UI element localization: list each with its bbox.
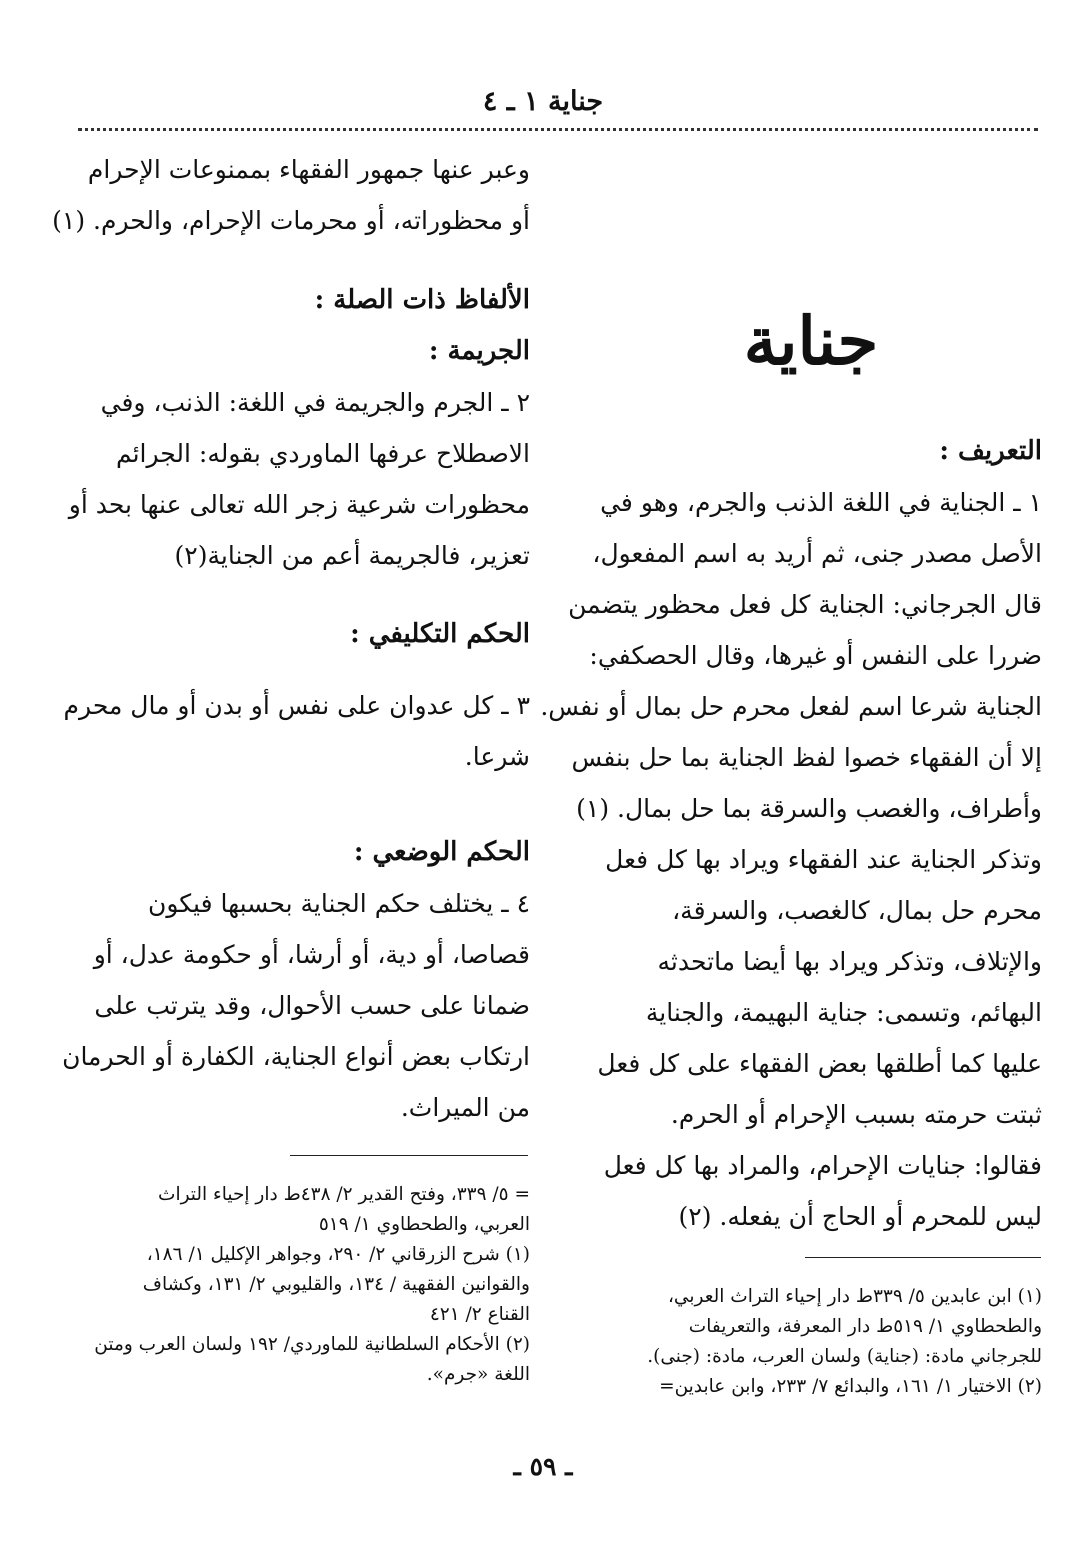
body-line: وأطراف، والغصب والسرقة بما حل بمال. (١) [576,794,1042,823]
taklifi-section [76,609,530,660]
right-footnotes [580,1282,1042,1402]
footnote-separator [290,1155,528,1156]
body-line: الجناية شرعا اسم لفعل محرم حل بمال أو نفس. [540,692,1042,721]
page-number: ـ ٥٩ ـ [513,1452,573,1481]
body-line: الأصل مصدر جنى، ثم أريد به اسم المفعول، [592,539,1042,568]
body-line: قال الجرجاني: الجناية كل فعل محظور يتضمن [568,590,1042,619]
body-line: فقالوا: جنايات الإحرام، والمراد بها كل فعل [603,1151,1042,1180]
body-line: ارتكاب بعض أنواع الجناية، الكفارة أو الحرمان [62,1042,530,1071]
footnote-line: (٢) الأحكام السلطانية للماوردي/ ١٩٢ ولسان العرب ومتن [94,1334,530,1355]
footnote-line: = ٥/ ٣٣٩، وفتح القدير ٢/ ٤٣٨ط دار إحياء التراث [158,1184,530,1205]
body-line: والإتلاف، وتذكر ويراد بها أيضا ماتحدثه [657,947,1042,976]
left-footnotes [76,1180,530,1390]
body-line: محظورات شرعية زجر الله تعالى عنها بحد أو [68,490,530,519]
left-column-sections [68,275,530,581]
left-column-intro [52,144,530,246]
body-line: ليس للمحرم أو الحاج أن يفعله. (٢) [678,1202,1042,1231]
crime-heading: الجريمة : [428,336,530,366]
body-line: شرعا. [464,742,530,771]
footnote-line: القناع ٢/ ٤٢١ [429,1304,530,1325]
body-line: ٣ ـ كل عدوان على نفس أو بدن أو مال محرم [63,691,530,720]
footnote-separator [805,1257,1041,1258]
wadi-section [62,827,530,1133]
taklifi-body [63,680,530,782]
body-line: ٢ ـ الجرم والجريمة في اللغة: الذنب، وفي [100,388,530,417]
body-line: ضررا على النفس أو غيرها، وقال الحصكفي: [589,641,1042,670]
taklifi-heading: الحكم التكليفي : [350,619,530,649]
body-line: تعزير، فالجريمة أعم من الجناية(٢) [174,541,530,570]
footnote-line: للجرجاني مادة: (جناية) ولسان العرب، مادة: (جنى). [647,1346,1042,1367]
footnote-line: (١) شرح الزرقاني ٢/ ٢٩٠، وجواهر الإكليل ١/ ١٨٦، [146,1244,530,1265]
footnote-line: اللغة «جرم». [426,1364,530,1385]
body-line: قصاصا، أو دية، أو أرشا، أو حكومة عدل، أو [93,940,530,969]
body-line: ثبتت حرمته بسبب الإحرام أو الحرم. [670,1100,1042,1129]
running-header: جناية ١ ـ ٤ [482,86,604,117]
body-line: ٤ ـ يختلف حكم الجناية بحسبها فيكون [147,889,530,918]
body-line: عليها كما أطلقها بعض الفقهاء على كل فعل [597,1049,1042,1078]
definition-body [540,477,1042,1242]
wadi-heading: الحكم الوضعي : [353,837,530,867]
body-line: محرم حل بمال، كالغصب، والسرقة، [672,896,1042,925]
body-line: من الميراث. [400,1093,530,1122]
related-terms-heading: الألفاظ ذات الصلة : [314,285,530,315]
body-line: وعبر عنها جمهور الفقهاء بممنوعات الإحرام [87,155,530,184]
body-line: إلا أن الفقهاء خصوا لفظ الجناية بما حل بنفس [571,743,1042,772]
right-column [540,426,1042,1242]
header-dotted-rule [78,128,1038,131]
footnote-line: والطحطاوي ١/ ٥١٩ط دار المعرفة، والتعريفات [688,1316,1042,1337]
body-line: البهائم، وتسمى: جناية البهيمة، والجناية [645,998,1042,1027]
footnote-line: والقوانين الفقهية / ١٣٤، والقليوبي ٢/ ١٣١، وكشاف [142,1274,530,1295]
body-line: ضمانا على حسب الأحوال، وقد يترتب على [94,991,530,1020]
body-line: أو محظوراته، أو محرمات الإحرام، والحرم. (١) [52,206,530,235]
body-line: وتذكر الجناية عند الفقهاء ويراد بها كل فعل [605,845,1042,874]
body-line: ١ ـ الجناية في اللغة الذنب والجرم، وهو في [600,488,1042,517]
article-title: جناية [743,302,879,380]
definition-heading: التعريف : [939,436,1042,466]
footnote-line: (١) ابن عابدين ٥/ ٣٣٩ط دار إحياء التراث العربي، [667,1286,1042,1307]
footnote-line: العربي، والطحطاوي ١/ ٥١٩ [318,1214,530,1235]
body-line: الاصطلاح عرفها الماوردي بقوله: الجرائم [115,439,530,468]
footnote-line: (٢) الاختيار ١/ ١٦١، والبدائع ٧/ ٢٣٣، وابن عابدين= [659,1376,1042,1397]
